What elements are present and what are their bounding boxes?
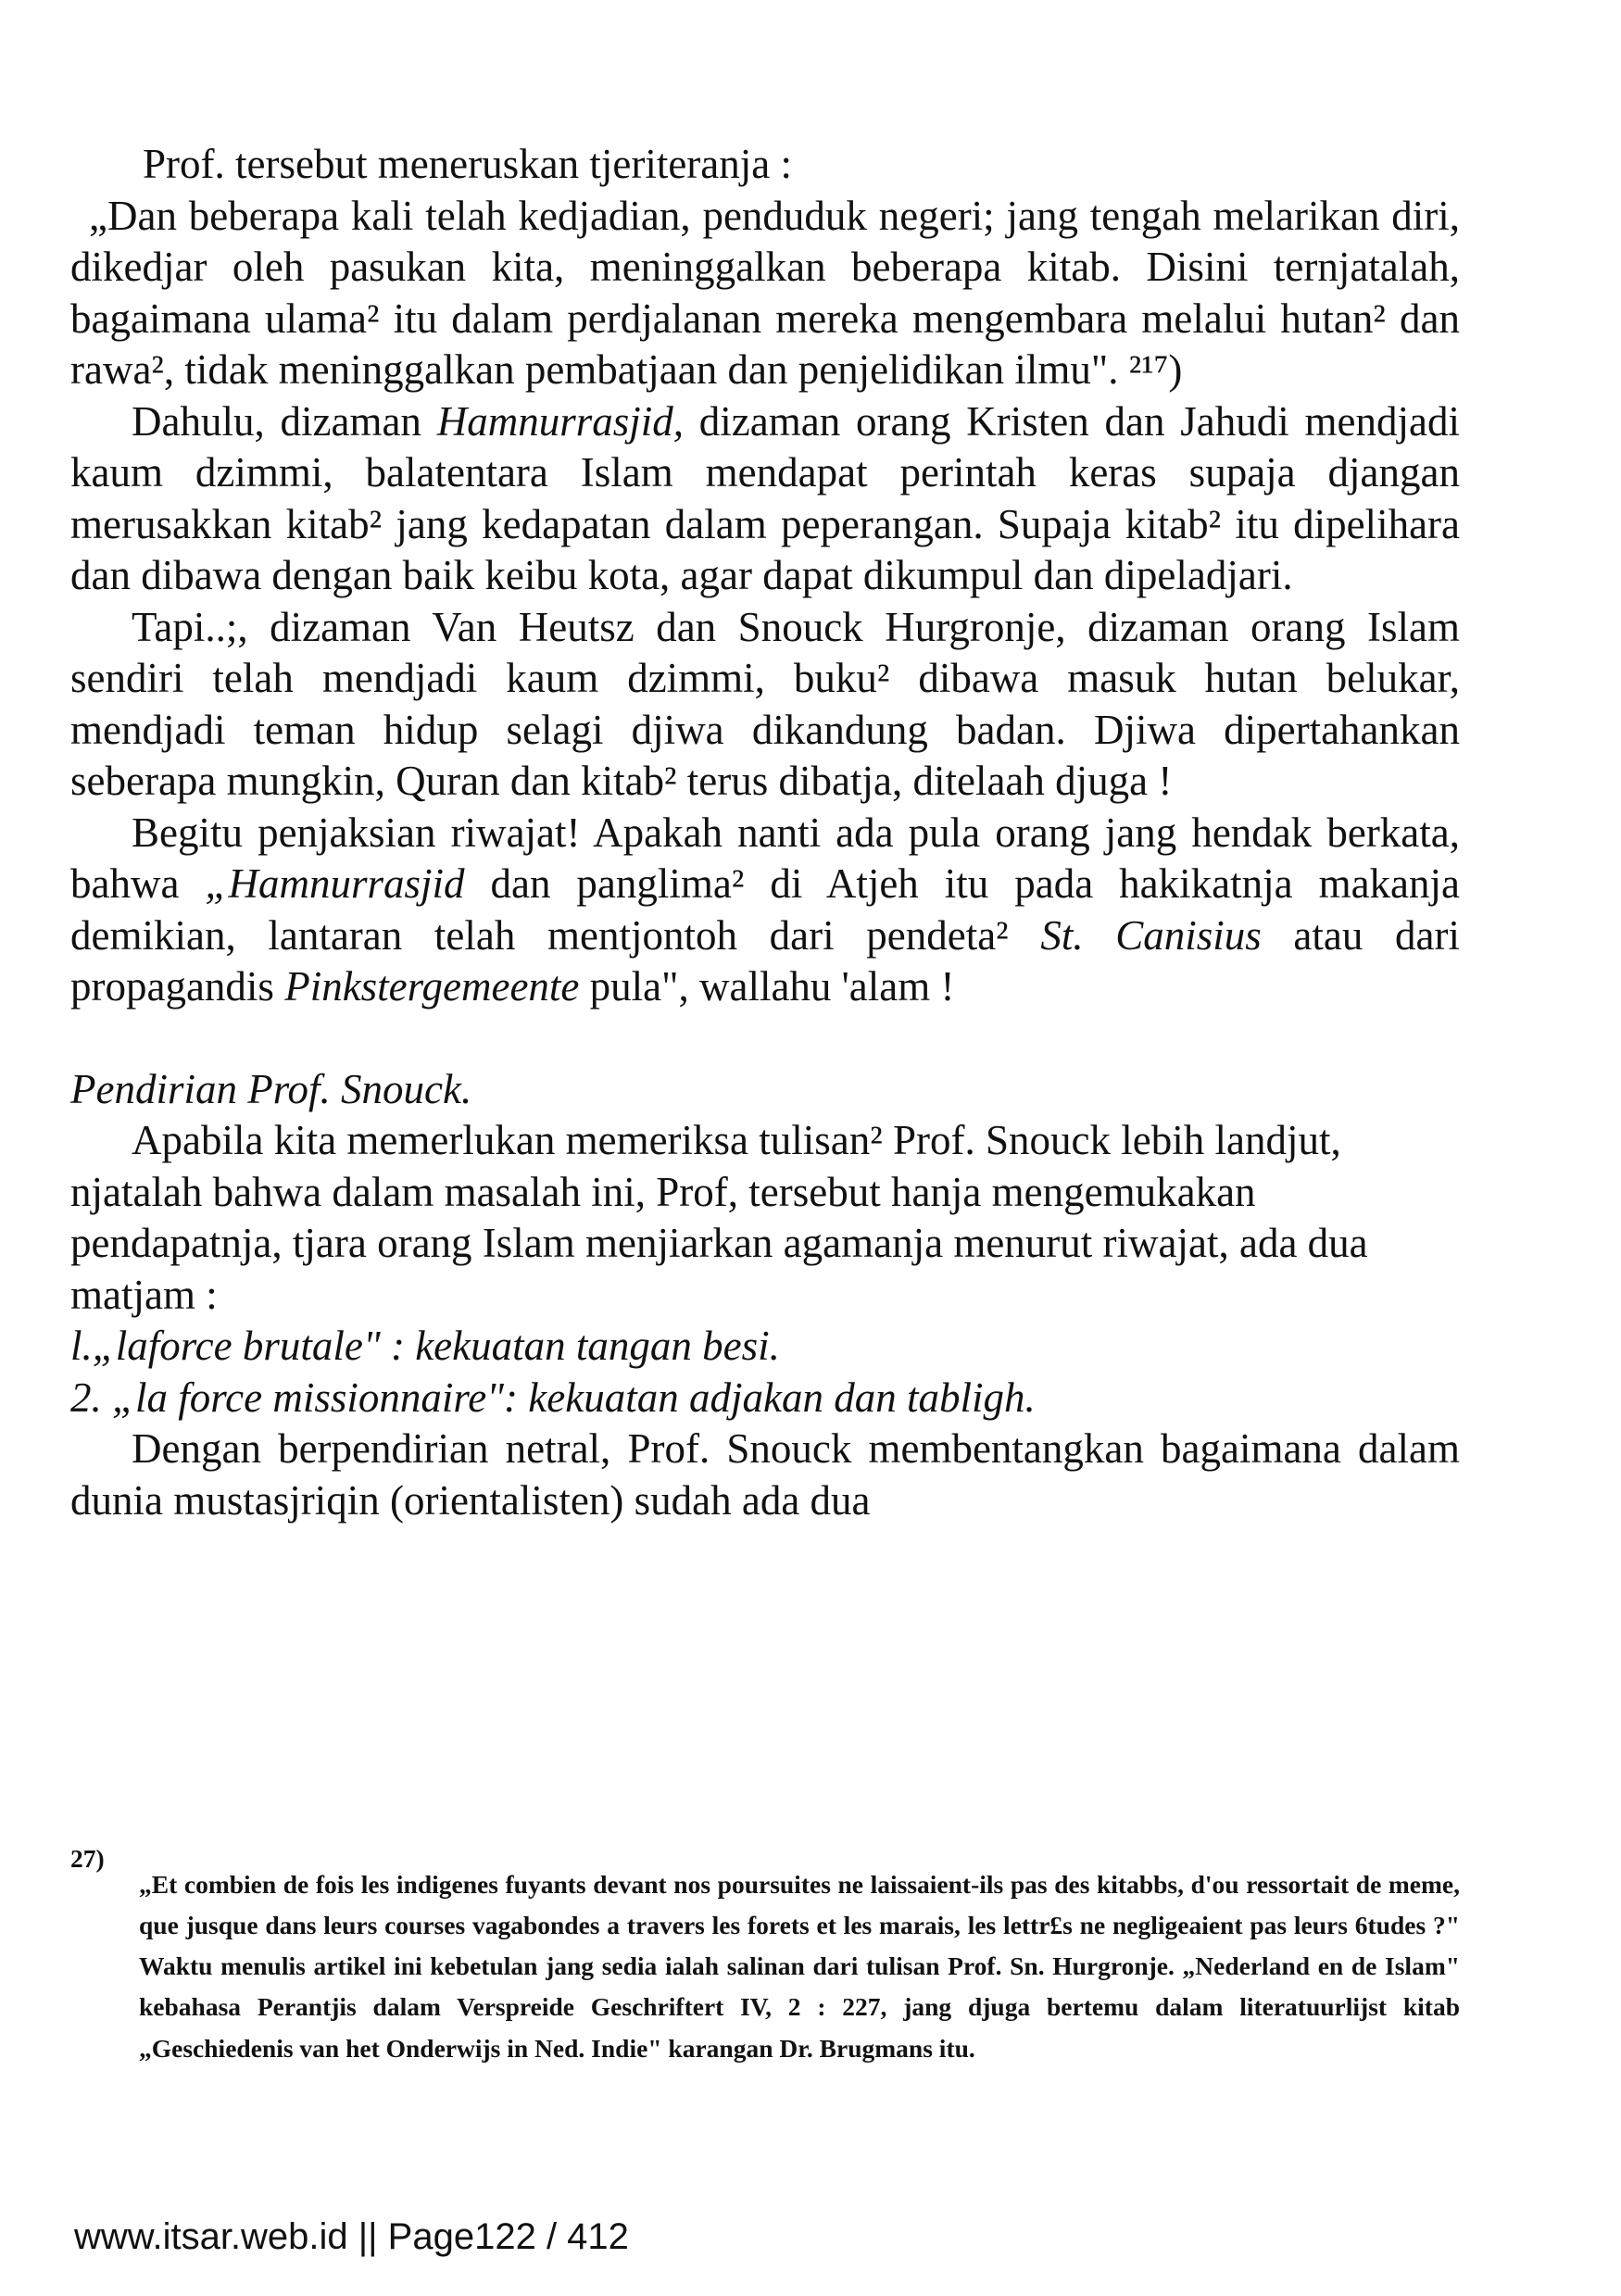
- section-heading: Pendirian Prof. Snouck.: [70, 1065, 472, 1112]
- footnote-text: „Et combien de fois les indigenes fuyants devant nos poursuites ne laissaient-ils pas des kitabbs, d'ou ressortait de meme, que jusque dans leurs courses vagabondes a travers les forets et les marais, les lettr£s ne negligeaient pas leurs 6tudes ?" Waktu menulis artikel ini kebetulan jang sedia ialah salinan dari tulisan Prof. Sn. Hurgronje. „Nederland en de Islam" kebahasa Perantjis dalam Verspreide Geschriftert IV, 2 : 227, jang djuga bertemu dalam literatuurlijst kitab „Geschiedenis van het Onderwijs in Ned. Indie" karangan Dr. Brugmans itu.: [139, 1869, 1460, 2063]
- list-item: l.„laforce brutale" : kekuatan tangan besi.: [70, 1323, 780, 1369]
- text-run: Begitu penjaksian riwajat! Apakah nanti ada pula orang jang hendak berkata, bahwa: [70, 809, 1460, 907]
- text-run: Dahulu, dizaman: [132, 397, 437, 445]
- paragraph-netral: Dengan berpendirian netral, Prof. Snouck membentangkan bagaimana dalam dunia mustasjriqin (orientalisten) sudah ada dua: [70, 1425, 1460, 1524]
- page-footer: www.itsar.web.id || Page122 / 412: [74, 2216, 629, 2257]
- italic-term: Pinkstergemeente: [284, 963, 580, 1010]
- paragraph-riwajat: [70, 808, 1460, 1013]
- text-run: dizaman orang Kristen dan Jahudi mendjadi kaum dzimmi, balatentara Islam mendapat perintah keras supaja djangan merusakkan kitab² jang kedapatan dalam peperangan. Supaja kitab² itu dipelihara dan dibawa dengan baik keibu kota, agar dapat dikumpul dan dipeladjari.: [70, 397, 1460, 598]
- paragraph-intro: Prof. tersebut meneruskan tjeriteranja :: [143, 141, 792, 187]
- italic-term: „Hamnurrasjid: [205, 860, 465, 907]
- paragraph-van-heutsz: Tapi..;, dizaman Van Heutsz dan Snouck Hurgronje, dizaman orang Islam sendiri telah mendjadi kaum dzimmi, buku² dibawa masuk hutan belukar, mendjadi teman hidup selagi djiwa dikandung badan. Djiwa dipertahankan seberapa mungkin, Quran dan kitab² terus dibatja, ditelaah djuga !: [70, 603, 1460, 804]
- list-item: 2. „la force missionnaire": kekuatan adjakan dan tabligh.: [70, 1374, 1036, 1421]
- spacer: [70, 1013, 1460, 1064]
- text-run: dan panglima² di Atjeh itu pada hakikatnja makanja demikian, lantaran telah mentjontoh dari pendeta²: [70, 860, 1460, 959]
- text-run: atau dari propagandis: [70, 911, 1460, 1010]
- italic-term: Hamnurrasjid,: [436, 397, 685, 445]
- paragraph-hamnurrasjid: [70, 396, 1460, 602]
- page-body: [70, 139, 1460, 1526]
- footnote: [70, 1838, 1460, 2094]
- italic-term: St. Canisius: [1040, 911, 1262, 959]
- paragraph-quote: „Dan beberapa kali telah kedjadian, penduduk negeri; jang tengah melarikan diri, dikedjar oleh pasukan kita, meninggalkan beberapa kitab. Disini ternjatalah, bagaimana ulama² itu dalam perdjalanan mereka mengembara melalui hutan² dan rawa², tidak meninggalkan pembatjaan dan penjelidikan ilmu". ²¹⁷): [70, 192, 1460, 393]
- footnote-number: 27): [70, 1844, 105, 1873]
- text-run: pula", wallahu 'alam !: [579, 963, 955, 1010]
- paragraph-snouck: Apabila kita memerlukan memeriksa tulisan² Prof. Snouck lebih landjut, njatalah bahwa dalam masalah ini, Prof, tersebut hanja mengemukakan pendapatnja, tjara orang Islam menjiarkan agamanja menurut riwajat, ada dua matjam :: [70, 1117, 1368, 1318]
